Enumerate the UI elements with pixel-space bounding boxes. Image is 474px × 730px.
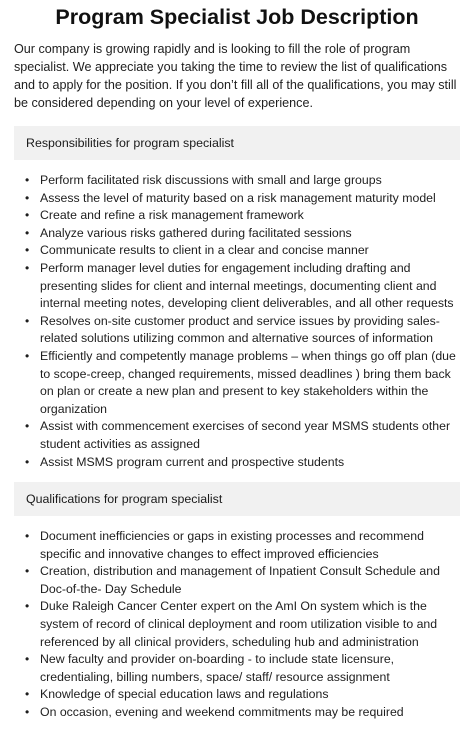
qualifications-header: Qualifications for program specialist [14, 482, 460, 516]
list-item [14, 313, 460, 348]
intro-paragraph: Our company is growing rapidly and is looking to fill the role of program specialist. We appreciate you taking the time to review the list of qualifications and to apply for the position. If you don’t fill all of the qualifications, you may still be considered depending on your level of experience. [14, 42, 457, 110]
list-item-text: Efficiently and competently manage problems – when things go off plan (due to scope-creep, changed requirements, missed deadlines ) bring them back on plan or create a new plan and present to key stakeholders within the organization [40, 348, 456, 416]
bullet-icon: • [25, 348, 30, 363]
list-item-text: Analyze various risks gathered during facilitated sessions [40, 225, 352, 240]
list-item-text: Create and refine a risk management framework [40, 208, 304, 223]
list-item-text: Duke Raleigh Cancer Center expert on the AmI On system which is the system of record of clinical deployment and room utilization visible to and referenced by all clinical providers, scheduling hub and administration [40, 599, 438, 649]
list-item [14, 348, 460, 418]
bullet-icon: • [25, 652, 30, 667]
list-item [14, 418, 460, 453]
list-item [14, 598, 460, 651]
list-item-text: New faculty and provider on-boarding - to include state licensure, credentialing, billing numbers, space/ staff/ resource assignment [40, 652, 395, 684]
list-item-text: Assess the level of maturity based on a risk management maturity model [40, 190, 436, 205]
bullet-icon: • [25, 243, 30, 258]
list-item [14, 528, 460, 563]
bullet-icon: • [25, 419, 30, 434]
list-item [14, 260, 460, 313]
list-item [14, 190, 460, 208]
list-item [14, 563, 460, 598]
list-item [14, 686, 460, 704]
list-item [14, 172, 460, 190]
list-item-text: Assist with commencement exercises of second year MSMS students other student activities as assigned [40, 419, 451, 451]
page-title: Program Specialist Job Description [55, 5, 419, 29]
bullet-icon: • [25, 208, 30, 223]
bullet-icon: • [25, 454, 30, 469]
bullet-icon: • [25, 225, 30, 240]
list-item-text: Document inefficiencies or gaps in existing processes and recommend specific and innovative changes to effect improved efficiencies [40, 529, 424, 561]
bullet-icon: • [25, 190, 30, 205]
list-item-text: Perform facilitated risk discussions with small and large groups [40, 173, 382, 187]
list-item [14, 225, 460, 243]
bullet-icon: • [25, 313, 30, 328]
qualifications-list [14, 528, 460, 722]
bullet-icon: • [25, 687, 30, 702]
list-item-text: Perform manager level duties for engagement including drafting and presenting slides for client and internal meetings, documenting client and internal meeting notes, developing client deliverables, and all other requests [40, 260, 454, 311]
list-item [14, 242, 460, 260]
list-item-text: Knowledge of special education laws and regulations [40, 687, 329, 702]
bullet-icon: • [25, 173, 30, 187]
list-item-text: Assist MSMS program current and prospective students [40, 454, 345, 469]
responsibilities-list [14, 172, 460, 471]
list-item [14, 704, 460, 722]
responsibilities-header: Responsibilities for program specialist [14, 126, 460, 160]
list-item [14, 207, 460, 225]
bullet-icon: • [25, 599, 30, 614]
list-item [14, 454, 460, 472]
list-item-text: On occasion, evening and weekend commitments may be required [40, 705, 404, 720]
list-item-text: Resolves on-site customer product and service issues by providing sales-related solutions utilizing common and alternative sources of information [40, 313, 440, 346]
bullet-icon: • [25, 564, 30, 579]
list-item-text: Creation, distribution and management of Inpatient Consult Schedule and Doc-of-the- Day Schedule [40, 564, 440, 596]
bullet-icon: • [25, 705, 30, 720]
list-item [14, 651, 460, 686]
bullet-icon: • [25, 529, 30, 544]
list-item-text: Communicate results to client in a clear and concise manner [40, 243, 369, 258]
bullet-icon: • [25, 260, 30, 275]
